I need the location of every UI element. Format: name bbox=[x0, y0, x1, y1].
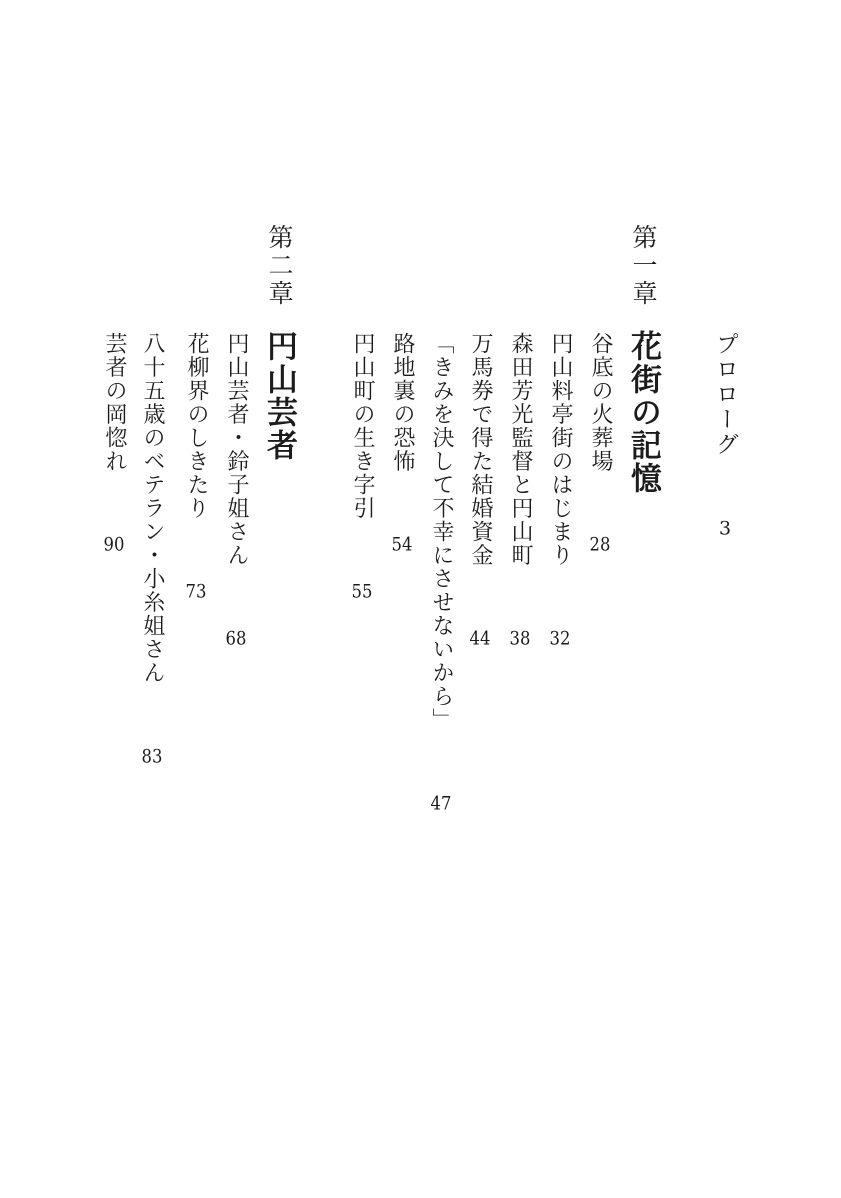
chapter-1-title: 花街の記憶 bbox=[625, 330, 661, 495]
entry-title: 万馬券で得た結婚資金 bbox=[468, 332, 493, 567]
entry-title: 花柳界のしきたり bbox=[184, 332, 209, 520]
entry-title: 森田芳光監督と円山町 bbox=[508, 332, 533, 567]
entry-title: 「きみを決して不幸にさせないから」 bbox=[429, 332, 454, 732]
entry-title: 円山町の生き字引 bbox=[350, 332, 375, 520]
entry-page-number: 54 bbox=[391, 535, 413, 554]
toc-entry bbox=[225, 332, 247, 648]
toc-entry bbox=[391, 332, 413, 554]
entry-page-number: 28 bbox=[589, 535, 611, 554]
entry-title: 路地裏の恐怖 bbox=[390, 332, 415, 473]
toc-entry bbox=[549, 332, 571, 648]
chapter-2-number: 第二章 bbox=[265, 224, 294, 308]
chapter-2-title: 円山芸者 bbox=[261, 330, 297, 462]
entry-page-number: 44 bbox=[469, 629, 491, 648]
entry-page-number: 73 bbox=[185, 582, 207, 601]
toc-entry bbox=[469, 332, 491, 648]
entry-page-number: 83 bbox=[141, 746, 163, 766]
entry-title: 八十五歳のベテラン・小糸姐さん bbox=[140, 332, 165, 685]
toc-entry bbox=[141, 332, 163, 766]
entry-page-number: 47 bbox=[430, 793, 452, 813]
toc-prologue bbox=[713, 332, 736, 538]
entry-page-number: 90 bbox=[103, 535, 125, 554]
prologue-page-number: 3 bbox=[718, 519, 732, 538]
entry-title: 芸者の岡惚れ bbox=[102, 332, 127, 473]
prologue-label: プロローグ bbox=[712, 332, 738, 457]
toc-entry bbox=[351, 332, 373, 601]
entry-title: 円山料亭街のはじまり bbox=[548, 332, 573, 567]
toc-entry bbox=[589, 332, 611, 554]
chapter-2-heading bbox=[261, 224, 297, 462]
toc-entry bbox=[103, 332, 125, 554]
entry-page-number: 55 bbox=[351, 582, 373, 601]
entry-page-number: 68 bbox=[225, 629, 247, 648]
entry-page-number: 32 bbox=[549, 629, 571, 648]
toc-entry bbox=[430, 332, 452, 813]
toc-entry bbox=[509, 332, 531, 648]
entry-title: 円山芸者・鈴子姐さん bbox=[224, 332, 249, 567]
entry-page-number: 38 bbox=[509, 629, 531, 648]
toc-entry bbox=[185, 332, 207, 601]
entry-title: 谷底の火葬場 bbox=[588, 332, 613, 473]
chapter-1-heading bbox=[625, 224, 661, 495]
chapter-1-number: 第一章 bbox=[629, 224, 658, 308]
